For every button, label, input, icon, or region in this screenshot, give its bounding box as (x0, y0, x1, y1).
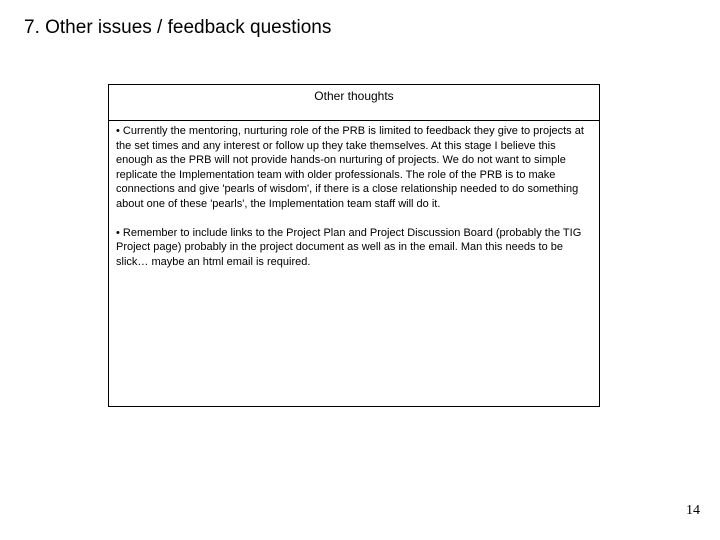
page-number: 14 (686, 503, 700, 518)
slide-title: 7. Other issues / feedback questions (24, 17, 332, 38)
table-body (109, 121, 599, 269)
links-reminder-paragraph: • Remember to include links to the Project Plan and Project Discussion Board (probably the TIG Project page) probably in the project document as well as in the email. Man this needs to be slick… maybe an html email is required. (116, 226, 582, 268)
other-thoughts-table (108, 84, 600, 407)
table-header: Other thoughts (109, 85, 599, 121)
mentoring-role-paragraph: • Currently the mentoring, nurturing role of the PRB is limited to feedback they give to projects at the set times and any interest or follow up they take themselves. At this stage I believe this enough as the PRB will not provide hands-on nurturing of projects. We do not want to simple replicate the Implementation team with older professionals. The role of the PRB is to make connections and give 'pearls of wisdom', if there is a close relationship needed to do something about one of these 'pearls', the Implementation team staff will do it. (116, 125, 584, 210)
